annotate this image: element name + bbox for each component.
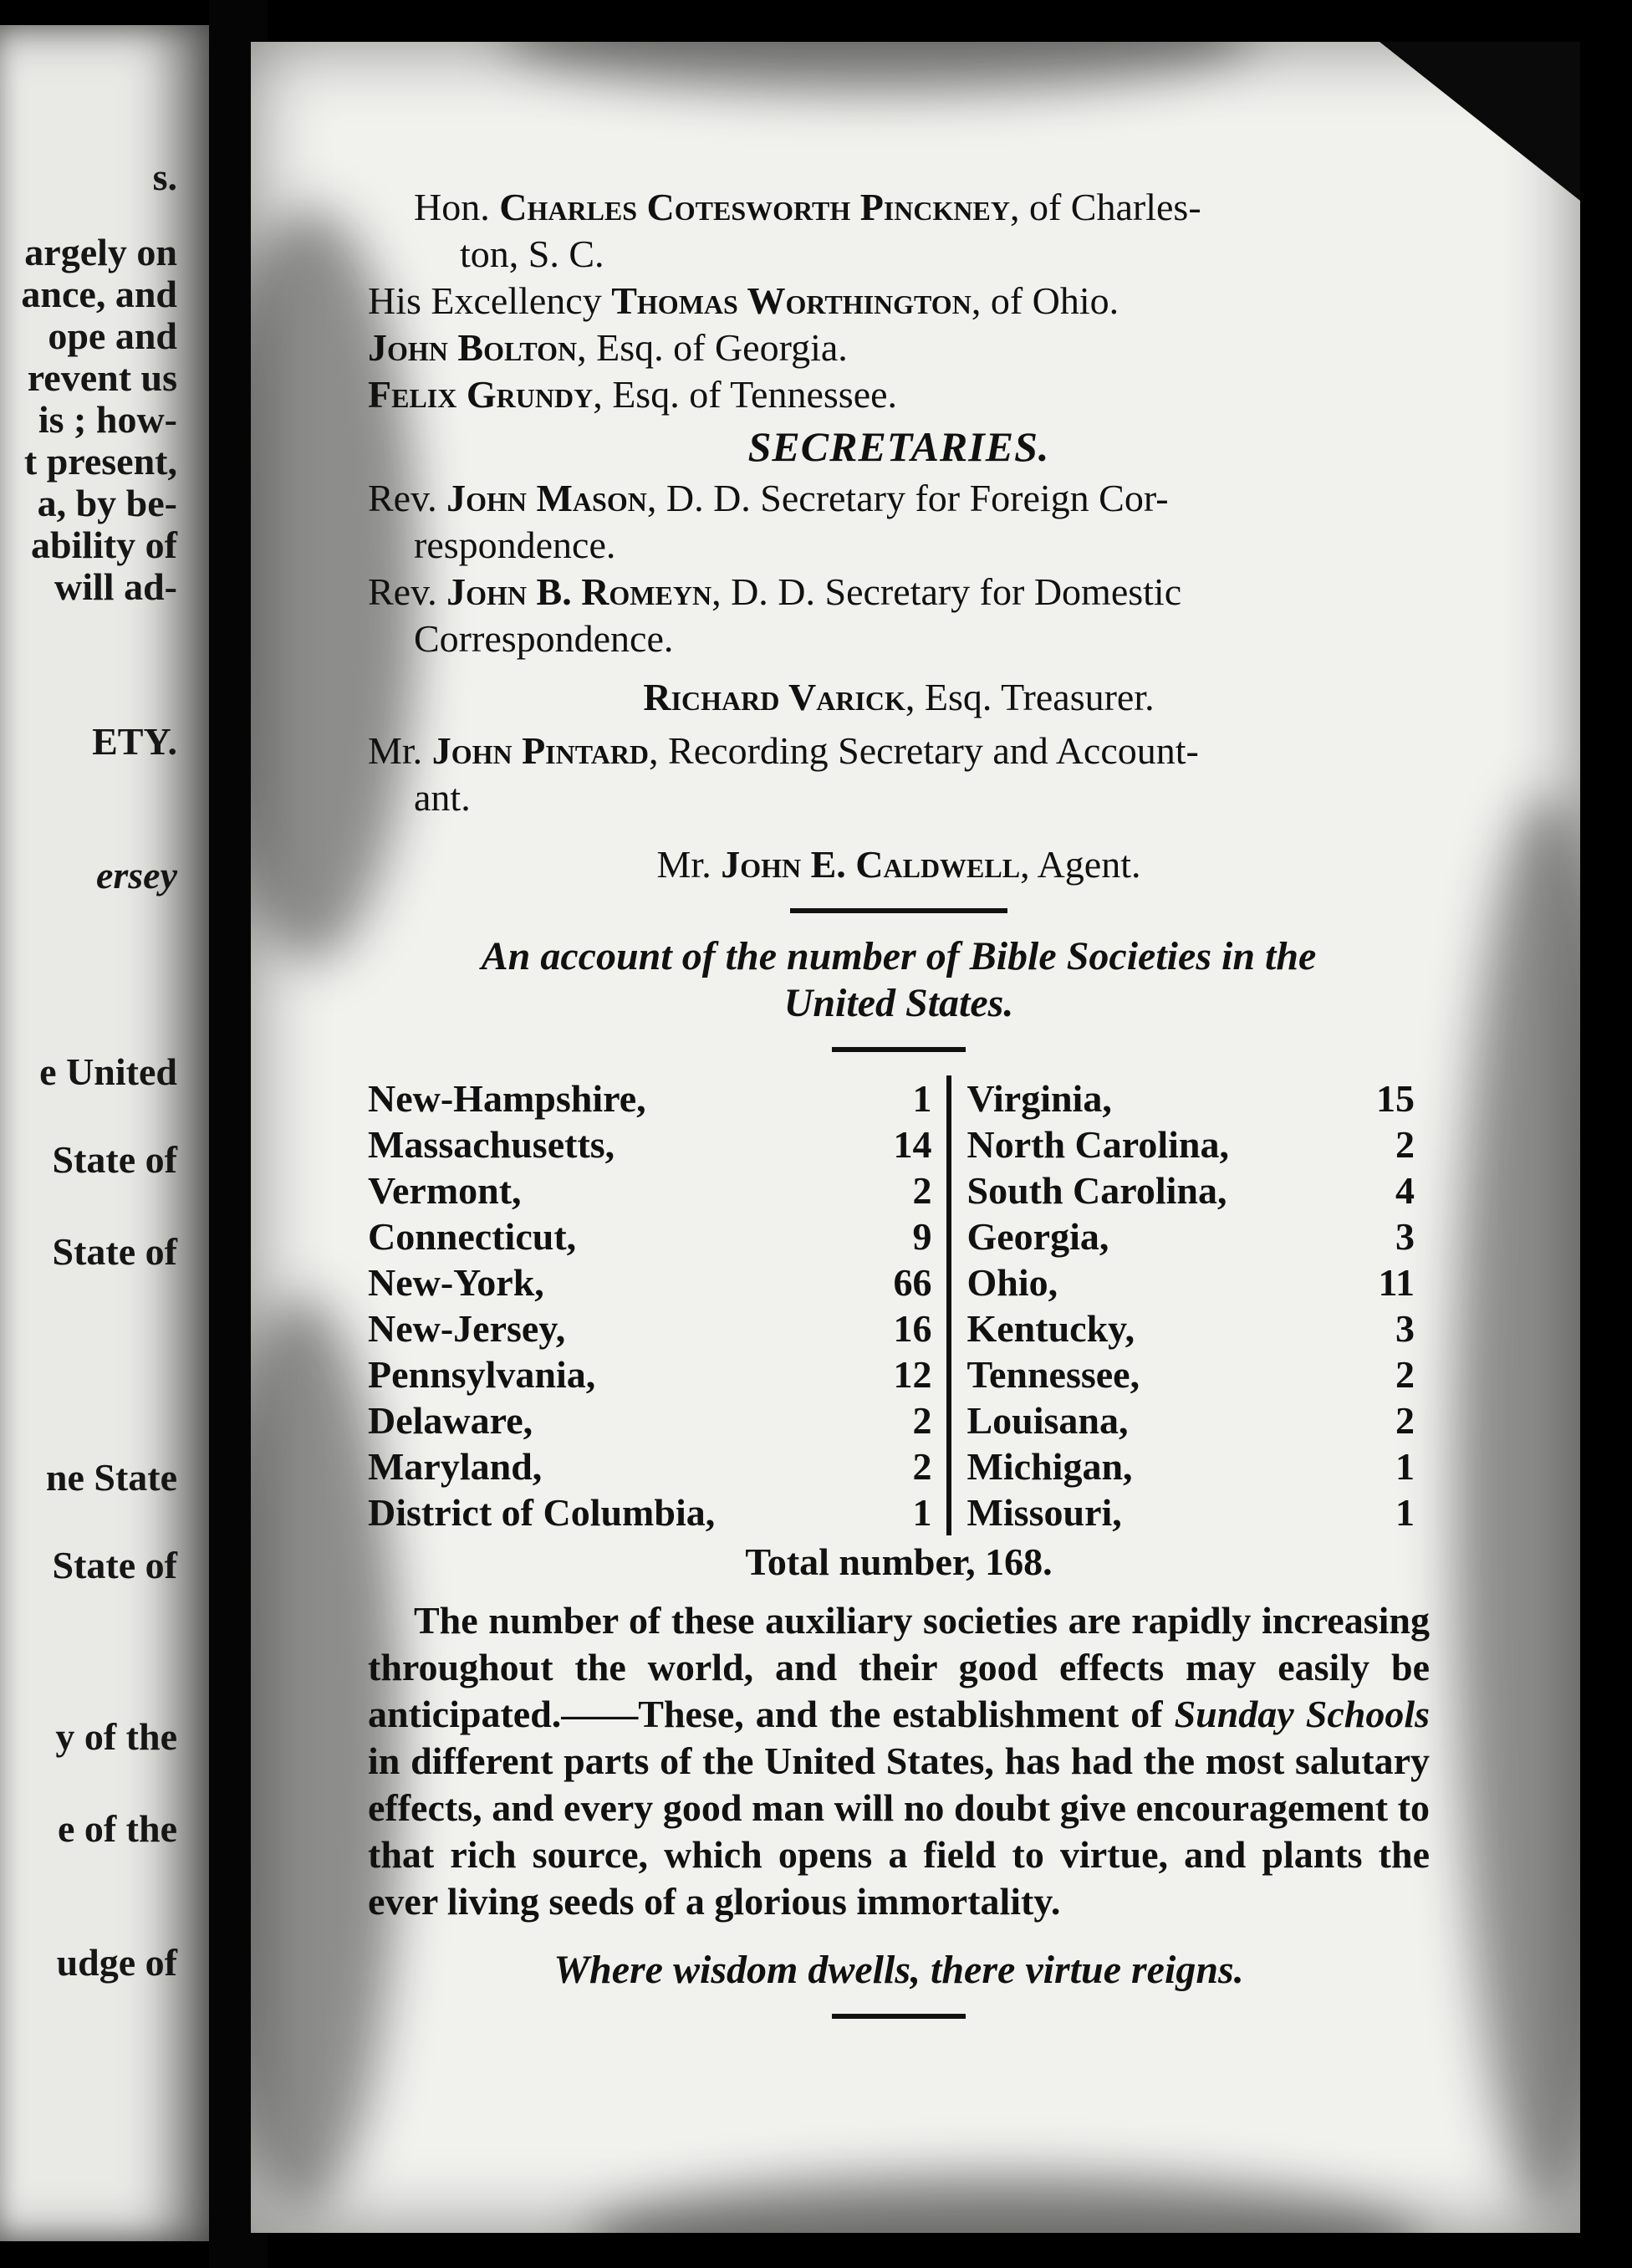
left-page-fragment: t present,: [23, 440, 177, 483]
officer-suffix: , D. D. Secretary for Domestic: [711, 570, 1182, 613]
state-right-cell: Ohio,: [966, 1261, 1058, 1304]
officer-suffix: , Esq. of Georgia.: [577, 326, 848, 369]
officer-pinckney: [368, 184, 1430, 231]
count-right-cell: 1: [1395, 1491, 1415, 1534]
motto: Where wisdom dwells, there virtue reigns.: [553, 1948, 1244, 1992]
state-left-cell: Delaware,: [368, 1399, 533, 1442]
officer-pinckney-cont: ton, S. C.: [460, 232, 604, 275]
left-page-fragment: y of the: [55, 1715, 177, 1758]
count-left-cell: 2: [912, 1445, 932, 1488]
left-page-fragment: ance, and: [21, 273, 177, 315]
table-row: [368, 1075, 1430, 1121]
secretary-pintard-cont: ant.: [414, 776, 471, 819]
officer-name: Felix Grundy: [368, 373, 594, 416]
account-divider: [832, 1047, 966, 1052]
table-row: [368, 1213, 1430, 1259]
left-facing-page: [0, 25, 209, 2241]
count-left-cell: 12: [893, 1353, 932, 1396]
state-left-cell: New-York,: [368, 1261, 544, 1304]
agent-caldwell: [368, 841, 1430, 888]
left-page-fragment: udge of: [56, 1941, 177, 1984]
table-row: [368, 1397, 1430, 1443]
table-row: [368, 1121, 1430, 1167]
officer-name: Richard Varick: [643, 676, 905, 718]
state-left-cell: District of Columbia,: [368, 1491, 716, 1534]
left-page-fragment: ne State: [45, 1456, 177, 1499]
secretary-romeyn: [368, 569, 1430, 616]
count-right-cell: 2: [1395, 1399, 1415, 1442]
left-page-fragment: e of the: [57, 1807, 177, 1850]
table-row: [368, 1259, 1430, 1305]
paragraph-text: The number of these auxiliary societies are rapidly increasing throughout the world, and their good effects may easily be anticipated.——These, and the establishment of: [368, 1599, 1430, 1735]
officer-suffix: , D. D. Secretary for Foreign Cor-: [646, 477, 1169, 519]
state-right-cell: Virginia,: [966, 1077, 1112, 1120]
count-left-cell: 2: [912, 1399, 932, 1442]
table-row: [368, 1443, 1430, 1489]
left-page-fragment: is ; how-: [38, 398, 177, 441]
secretary-mason: [368, 475, 1430, 522]
officer-name: Thomas Worthington: [611, 279, 972, 322]
left-page-fragment: ersey: [95, 854, 177, 896]
closing-paragraph: [368, 1597, 1430, 1925]
state-left-cell: New-Jersey,: [368, 1307, 566, 1350]
officer-name: Charles Cotesworth Pinckney: [499, 186, 1010, 228]
left-page-fragment: ETY.: [92, 720, 177, 763]
left-page-fragment: will ad-: [54, 565, 177, 608]
count-left-cell: 9: [912, 1215, 932, 1258]
officer-name: John Bolton: [368, 326, 578, 369]
left-page-fragment: a, by be-: [37, 482, 177, 524]
left-page-fragment: s.: [152, 156, 177, 198]
state-right-cell: Tennessee,: [966, 1353, 1140, 1396]
state-right-cell: North Carolina,: [966, 1123, 1229, 1166]
left-page-fragment: State of: [52, 1138, 177, 1181]
officer-name: John Pintard: [431, 729, 650, 772]
count-left-cell: 14: [893, 1123, 932, 1166]
officer-suffix: , of Ohio.: [971, 279, 1119, 322]
officer-grundy: [368, 371, 1430, 418]
count-right-cell: 3: [1395, 1307, 1415, 1350]
secretary-pintard: [368, 728, 1430, 774]
page-content: [368, 184, 1430, 2039]
officer-prefix: Mr.: [368, 729, 432, 772]
count-right-cell: 2: [1395, 1353, 1415, 1396]
state-left-cell: Vermont,: [368, 1169, 522, 1212]
table-row: [368, 1305, 1430, 1351]
left-page-fragment: revent us: [27, 356, 177, 399]
officer-prefix: Rev.: [368, 570, 447, 613]
officer-suffix: , Esq. Treasurer.: [905, 676, 1155, 718]
officer-suffix: , of Charles-: [1009, 186, 1201, 228]
officer-suffix: , Esq. of Tennessee.: [593, 373, 898, 416]
state-left-cell: Connecticut,: [368, 1215, 577, 1258]
state-right-cell: Missouri,: [966, 1491, 1122, 1534]
state-right-cell: Louisana,: [966, 1399, 1129, 1442]
officer-prefix: Rev.: [368, 477, 447, 519]
officer-worthington: [368, 278, 1430, 324]
secretaries-heading: SECRETARIES.: [747, 423, 1050, 470]
officer-name: John E. Caldwell: [721, 843, 1021, 886]
table-row: [368, 1167, 1430, 1213]
table-row: [368, 1489, 1430, 1535]
count-left-cell: 66: [893, 1261, 932, 1304]
officer-prefix: Mr.: [656, 843, 722, 886]
left-page-fragment: argely on: [24, 231, 177, 273]
officer-prefix: Hon.: [414, 186, 500, 228]
state-right-cell: South Carolina,: [966, 1169, 1227, 1212]
main-page: [251, 42, 1580, 2233]
folded-corner: [1380, 42, 1580, 201]
state-left-cell: Maryland,: [368, 1445, 543, 1488]
left-page-fragment: State of: [52, 1230, 177, 1273]
societies-table: [368, 1075, 1430, 1535]
state-left-cell: Massachusetts,: [368, 1123, 615, 1166]
state-right-cell: Georgia,: [966, 1215, 1109, 1258]
left-page-fragment: e United: [39, 1050, 177, 1093]
section-divider: [790, 908, 1007, 913]
count-right-cell: 15: [1376, 1077, 1415, 1120]
count-left-cell: 2: [912, 1169, 932, 1212]
total-number: Total number, 168.: [745, 1540, 1053, 1583]
count-right-cell: 3: [1395, 1215, 1415, 1258]
state-left-cell: Pennsylvania,: [368, 1353, 596, 1396]
count-left-cell: 16: [893, 1307, 932, 1350]
count-right-cell: 2: [1395, 1123, 1415, 1166]
officer-suffix: , Agent.: [1020, 843, 1141, 886]
count-right-cell: 1: [1395, 1445, 1415, 1488]
count-left-cell: 1: [912, 1491, 932, 1534]
account-title-line2: United States.: [783, 981, 1014, 1025]
paragraph-italic: Sunday Schools: [1174, 1693, 1431, 1735]
officer-suffix: , Recording Secretary and Account-: [649, 729, 1199, 772]
officer-name: John B. Romeyn: [446, 570, 712, 613]
count-left-cell: 1: [912, 1077, 932, 1120]
left-page-fragment: State of: [52, 1544, 177, 1586]
account-title-line1: An account of the number of Bible Societies in the: [481, 934, 1317, 978]
left-page-fragment: ability of: [30, 524, 177, 566]
officer-bolton: [368, 324, 1430, 371]
treasurer-varick: [368, 674, 1430, 721]
paragraph-text: in different parts of the United States, has had the most salutary effects, and every good man will no doubt give encouragement to that rich source, which opens a field to virtue, and plants the ever living seeds of a glorious immortality.: [368, 1739, 1430, 1923]
secretary-mason-cont: respondence.: [414, 524, 616, 566]
left-page-fragment: ope and: [48, 314, 177, 357]
state-right-cell: Michigan,: [966, 1445, 1133, 1488]
count-right-cell: 4: [1395, 1169, 1415, 1212]
officer-name: John Mason: [446, 477, 647, 519]
officer-prefix: His Excellency: [368, 279, 612, 322]
state-right-cell: Kentucky,: [966, 1307, 1135, 1350]
table-row: [368, 1351, 1430, 1397]
secretary-romeyn-cont: Correspondence.: [414, 617, 674, 660]
count-right-cell: 11: [1378, 1261, 1415, 1304]
closing-divider: [832, 2014, 966, 2019]
state-left-cell: New-Hampshire,: [368, 1077, 646, 1120]
